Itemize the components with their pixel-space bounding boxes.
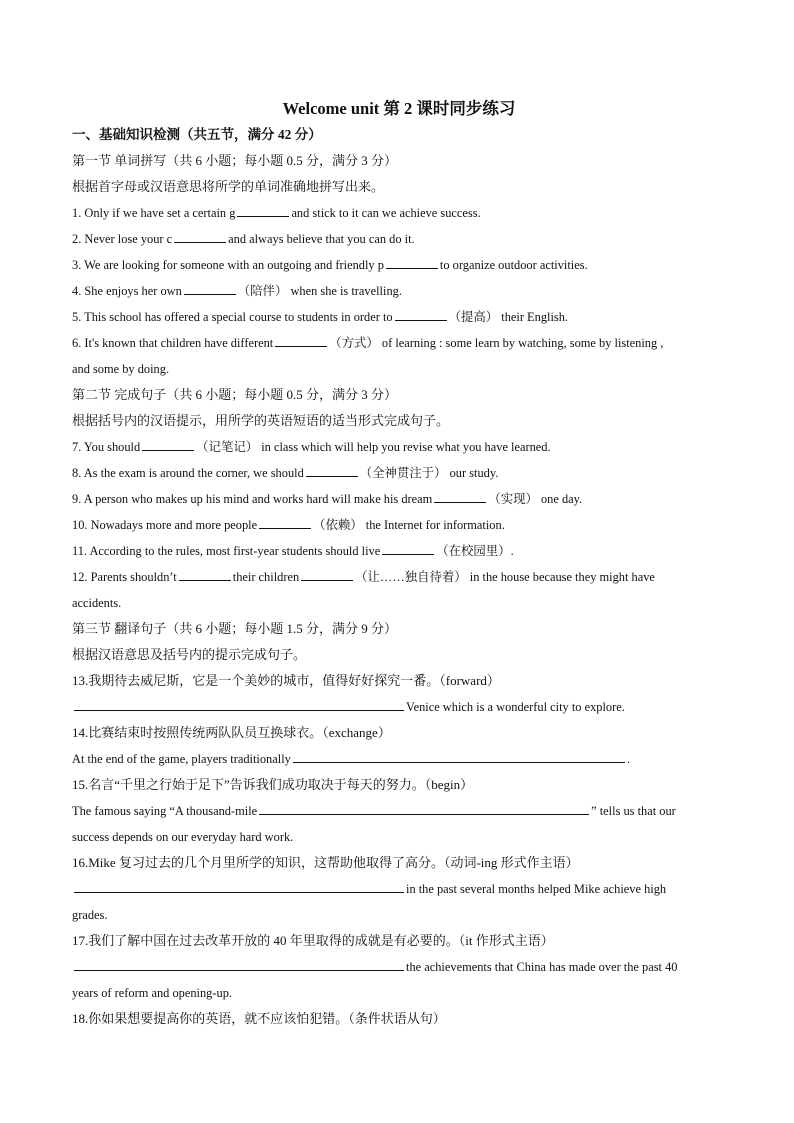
answer-blank[interactable] (434, 488, 486, 503)
section1-heading: 第一节 单词拼写（共 6 小题；每小题 0.5 分，满分 3 分） (72, 153, 398, 168)
answer-blank[interactable] (142, 436, 194, 451)
answer-blank[interactable] (74, 878, 404, 893)
answer-blank[interactable] (275, 332, 327, 347)
answer-blank[interactable] (74, 956, 404, 971)
answer-blank[interactable] (395, 306, 447, 321)
section2-heading: 第二节 完成句子（共 6 小题；每小题 0.5 分，满分 3 分） (72, 387, 398, 402)
answer-blank[interactable] (386, 254, 438, 269)
question-14-prompt: 14.比赛结束时按照传统两队队员互换球衣。（exchange） (72, 725, 391, 740)
question-16-answer: in the past several months helped Mike achieve high (72, 876, 722, 902)
question-14-answer: At the end of the game, players traditionally . (72, 746, 722, 772)
question-15-prompt: 15.名言“千里之行始于足下”告诉我们成功取决于每天的努力。（begin） (72, 777, 474, 792)
question-10: 10. Nowadays more and more people （依赖） the Internet for information. (72, 512, 722, 538)
answer-blank[interactable] (306, 462, 358, 477)
question-16-prompt: 16.Mike 复习过去的几个月里所学的知识，这帮助他取得了高分。（动词-ing 形式作主语） (72, 855, 579, 870)
question-17-answer: the achievements that China has made over the past 40 (72, 954, 722, 980)
question-1: 1. Only if we have set a certain g and stick to it can we achieve success. (72, 200, 722, 226)
section3-instructions: 根据汉语意思及括号内的提示完成句子。 (72, 647, 307, 662)
answer-blank[interactable] (237, 202, 289, 217)
question-9: 9. A person who makes up his mind and works hard will make his dream （实现） one day. (72, 486, 722, 512)
question-3: 3. We are looking for someone with an outgoing and friendly p to organize outdoor activities. (72, 252, 722, 278)
question-13-answer: Venice which is a wonderful city to explore. (72, 694, 722, 720)
section3-heading: 第三节 翻译句子（共 6 小题；每小题 1.5 分，满分 9 分） (72, 621, 398, 636)
question-16-continued: grades. (72, 908, 108, 922)
page-title: Welcome unit 第 2 课时同步练习 (282, 99, 516, 118)
question-18-prompt: 18.你如果想要提高你的英语，就不应该怕犯错。（条件状语从句） (72, 1011, 446, 1026)
question-17-prompt: 17.我们了解中国在过去改革开放的 40 年里取得的成就是有必要的。（it 作形式主语） (72, 933, 554, 948)
question-15-continued: success depends on our everyday hard work. (72, 830, 294, 844)
question-11: 11. According to the rules, most first-year students should live （在校园里）. (72, 538, 722, 564)
question-15-answer: The famous saying “A thousand-mile ” tells us that our (72, 798, 722, 824)
answer-blank[interactable] (293, 748, 625, 763)
worksheet-page (72, 96, 722, 1032)
answer-blank[interactable] (179, 566, 231, 581)
question-6: 6. It's known that children have different （方式） of learning : some learn by watching, some by listening , (72, 330, 722, 356)
question-17-continued: years of reform and opening-up. (72, 986, 232, 1000)
section2-instructions: 根据括号内的汉语提示，用所学的英语短语的适当形式完成句子。 (72, 413, 450, 428)
question-5: 5. This school has offered a special course to students in order to （提高） their English. (72, 304, 722, 330)
answer-blank[interactable] (184, 280, 236, 295)
question-13-prompt: 13.我期待去威尼斯，它是一个美妙的城市，值得好好探究一番。（forward） (72, 673, 500, 688)
part1-heading: 一、基础知识检测（共五节，满分 42 分） (72, 127, 322, 142)
question-7: 7. You should （记笔记） in class which will help you revise what you have learned. (72, 434, 722, 460)
question-4: 4. She enjoys her own （陪伴） when she is travelling. (72, 278, 722, 304)
question-12: 12. Parents shouldn’t their children （让……独自待着） in the house because they might have (72, 564, 722, 590)
question-2: 2. Never lose your c and always believe that you can do it. (72, 226, 722, 252)
answer-blank[interactable] (259, 514, 311, 529)
section1-instructions: 根据首字母或汉语意思将所学的单词准确地拼写出来。 (72, 179, 385, 194)
answer-blank[interactable] (259, 800, 589, 815)
answer-blank[interactable] (74, 696, 404, 711)
answer-blank[interactable] (382, 540, 434, 555)
answer-blank[interactable] (174, 228, 226, 243)
answer-blank[interactable] (301, 566, 353, 581)
question-8: 8. As the exam is around the corner, we should （全神贯注于） our study. (72, 460, 722, 486)
question-6-continued: and some by doing. (72, 362, 170, 376)
question-12-continued: accidents. (72, 596, 122, 610)
